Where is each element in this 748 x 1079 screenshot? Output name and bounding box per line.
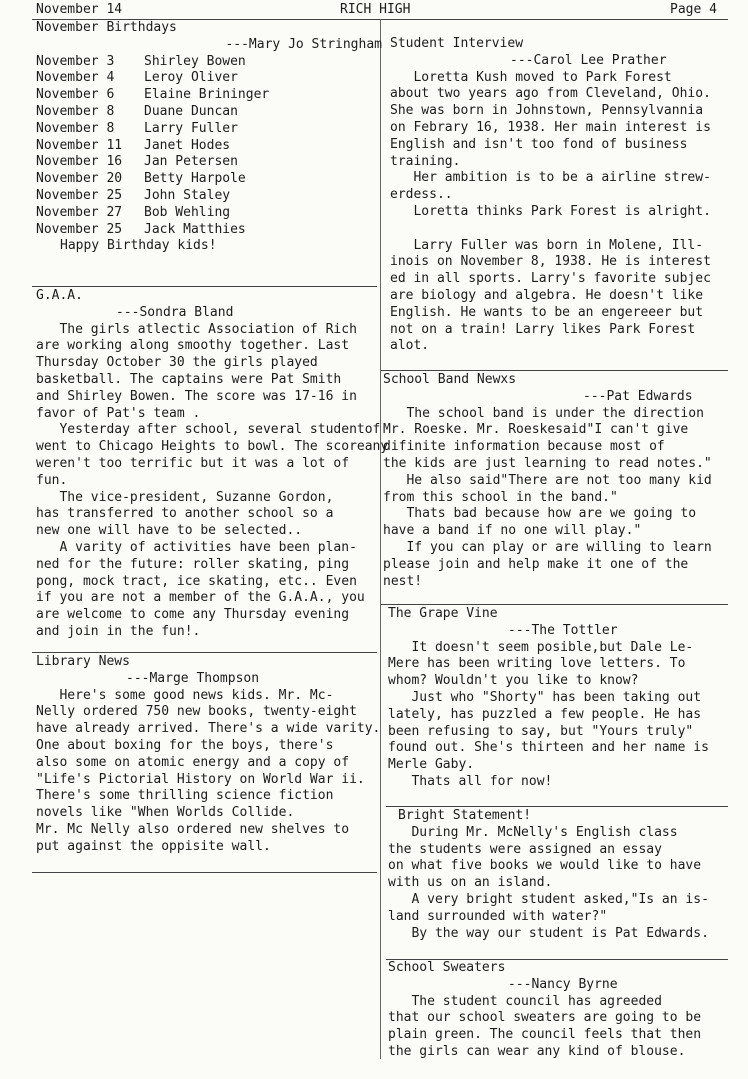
page-header bbox=[36, 2, 726, 20]
section-title: Student Interview bbox=[390, 36, 524, 51]
birthday-date: November 4 bbox=[36, 70, 115, 86]
byline: ---The Tottler bbox=[508, 622, 618, 638]
section-rule bbox=[32, 286, 377, 287]
text-line: erdess.. bbox=[390, 187, 453, 203]
text-line: inois on November 8, 1938. He is interest bbox=[390, 254, 711, 270]
text-line: are biology and algebra. He doesn't like bbox=[390, 287, 704, 303]
text-line: are working along smoothy together. Last bbox=[36, 338, 350, 354]
text-line: ned for the future: roller skating, ping bbox=[36, 556, 350, 572]
library-section bbox=[36, 654, 381, 856]
section-rule bbox=[381, 604, 728, 605]
text-line: about two years ago from Cleveland, Ohio. bbox=[390, 86, 711, 102]
byline: ---Sondra Bland bbox=[116, 304, 234, 320]
text-line: has transferred to another school so a bbox=[36, 506, 334, 522]
text-line: new one will have to be selected.. bbox=[36, 523, 303, 539]
text-line: English and isn't too fond of business bbox=[390, 136, 688, 152]
byline: ---Pat Edwards bbox=[583, 388, 693, 404]
text-line: Her ambition is to be a airline strew- bbox=[390, 170, 711, 186]
text-line: Thats bad because how are we going to bbox=[383, 506, 697, 522]
section-title: School Sweaters bbox=[388, 960, 506, 975]
birthday-date: November 25 bbox=[36, 187, 123, 203]
text-line: The vice-president, Suzanne Gordon, bbox=[36, 489, 334, 505]
text-line: nest! bbox=[383, 573, 423, 589]
text-line: "Life's Pictorial History on World War ii. bbox=[36, 771, 365, 787]
text-line: A very bright student asked,"Is an is- bbox=[388, 891, 709, 907]
text-line: plain green. The council feels that then bbox=[388, 1027, 702, 1043]
birthdays-section bbox=[36, 20, 382, 255]
byline: ---Nancy Byrne bbox=[508, 976, 618, 992]
section-rule bbox=[32, 652, 377, 653]
bright-body bbox=[388, 825, 728, 943]
text-line: Nelly ordered 750 new books, twenty-eight bbox=[36, 704, 357, 720]
birthday-entry bbox=[36, 54, 376, 71]
birthday-name: Jack Matthies bbox=[144, 221, 246, 237]
text-line bbox=[390, 221, 726, 238]
birthday-date: November 27 bbox=[36, 204, 123, 220]
section-title: G.A.A. bbox=[36, 288, 83, 303]
text-line: from this school in the band." bbox=[383, 489, 618, 505]
text-line: Mr. Mc Nelly also ordered new shelves to bbox=[36, 821, 350, 837]
section-title: November Birthdays bbox=[36, 20, 177, 35]
byline: ---Carol Lee Prather bbox=[510, 52, 667, 68]
text-line: Thats all for now! bbox=[388, 773, 553, 789]
band-section bbox=[383, 372, 728, 590]
text-line: pong, mock tract, ice skating, etc.. Even bbox=[36, 573, 357, 589]
birthday-closing: Happy Birthday kids! bbox=[60, 238, 217, 254]
birthday-name: Larry Fuller bbox=[144, 120, 238, 136]
text-line: basketball. The captains were Pat Smith bbox=[36, 371, 342, 387]
text-line: and Shirley Bowen. The score was 17-16 in bbox=[36, 388, 357, 404]
text-line: been refusing to say, but "Yours truly" bbox=[388, 723, 694, 739]
text-line: on what five books we would like to have bbox=[388, 858, 702, 874]
birthday-date: November 16 bbox=[36, 154, 123, 170]
text-line: put against the oppisite wall. bbox=[36, 838, 271, 854]
birthday-entry bbox=[36, 205, 376, 222]
sweaters-body bbox=[388, 994, 728, 1061]
section-title: School Band Newxs bbox=[383, 372, 517, 387]
text-line: if you are not a member of the G.A.A., you bbox=[36, 590, 365, 606]
text-line: It doesn't seem posible,but Dale Le- bbox=[388, 639, 694, 655]
birthday-name: Duane Duncan bbox=[144, 103, 238, 119]
text-line: lately, has puzzled a few people. He has bbox=[388, 706, 702, 722]
birthday-list bbox=[36, 54, 376, 239]
gaa-body bbox=[36, 321, 389, 641]
text-line: went to Chicago Heights to bowl. The scoreany bbox=[36, 439, 389, 455]
text-line: fun. bbox=[36, 472, 68, 488]
section-title: Bright Statement! bbox=[398, 808, 532, 823]
gaa-section bbox=[36, 288, 389, 641]
text-line: please join and help make it one of the bbox=[383, 556, 689, 572]
birthday-date: November 6 bbox=[36, 87, 115, 103]
byline: ---Marge Thompson bbox=[126, 670, 260, 686]
birthday-date: November 3 bbox=[36, 53, 115, 69]
birthday-name: Shirley Bowen bbox=[144, 53, 246, 69]
text-line: the kids are just learning to read notes." bbox=[383, 455, 712, 471]
text-line: alot. bbox=[390, 338, 430, 354]
library-body bbox=[36, 688, 381, 856]
text-line: not on a train! Larry likes Park Forest bbox=[390, 321, 696, 337]
text-line: By the way our student is Pat Edwards. bbox=[388, 925, 709, 941]
text-line: found out. She's thirteen and her name is bbox=[388, 740, 709, 756]
text-line: land surrounded with water?" bbox=[388, 908, 608, 924]
text-line: whom? Wouldn't you like to know? bbox=[388, 673, 639, 689]
text-line: Yesterday after school, several studentof bbox=[36, 422, 381, 438]
birthday-date: November 8 bbox=[36, 103, 115, 119]
text-line: favor of Pat's team . bbox=[36, 405, 201, 421]
text-line: Larry Fuller was born in Molene, Ill- bbox=[390, 237, 704, 253]
section-title: The Grape Vine bbox=[388, 606, 498, 621]
text-line: One about boxing for the boys, there's bbox=[36, 737, 334, 753]
text-line: Mr. Roeske. Mr. Roeskesaid"I can't give bbox=[383, 422, 689, 438]
sweaters-section bbox=[388, 960, 728, 1061]
birthday-entry bbox=[36, 70, 376, 87]
text-line: on Febrary 16, 1938. Her main interest is bbox=[390, 119, 711, 135]
section-rule bbox=[381, 370, 728, 371]
text-line: If you can play or are willing to learn bbox=[383, 539, 712, 555]
birthday-date: November 20 bbox=[36, 171, 123, 187]
text-line: the girls can wear any kind of blouse. bbox=[388, 1043, 686, 1059]
page-number: Page 4 bbox=[670, 2, 717, 17]
birthday-entry bbox=[36, 188, 376, 205]
birthday-name: Jan Petersen bbox=[144, 154, 238, 170]
text-line: The student council has agreeded bbox=[388, 993, 662, 1009]
interview-section bbox=[390, 36, 726, 355]
section-title: Library News bbox=[36, 654, 130, 669]
birthday-entry bbox=[36, 104, 376, 121]
birthday-date: November 8 bbox=[36, 120, 115, 136]
birthday-entry bbox=[36, 121, 376, 138]
paper-name: RICH HIGH bbox=[340, 2, 411, 17]
text-line: Just who "Shorty" has been taking out bbox=[388, 689, 702, 705]
section-rule bbox=[386, 806, 728, 807]
text-line: difinite information because most of bbox=[383, 439, 665, 455]
grapevine-body bbox=[388, 640, 728, 791]
text-line: Loretta Kush moved to Park Forest bbox=[390, 69, 672, 85]
text-line: During Mr. McNelly's English class bbox=[388, 824, 678, 840]
text-line: ed in all sports. Larry's favorite subjec bbox=[390, 271, 711, 287]
interview-body bbox=[390, 70, 726, 356]
birthday-entry bbox=[36, 154, 376, 171]
issue-date: November 14 bbox=[36, 2, 123, 17]
birthday-name: Bob Wehling bbox=[144, 204, 231, 220]
text-line: She was born in Johnstown, Pennsylvannia bbox=[390, 103, 704, 119]
byline: ---Mary Jo Stringham bbox=[225, 36, 382, 52]
birthday-name: John Staley bbox=[144, 187, 231, 203]
text-line: Thursday October 30 the girls played bbox=[36, 355, 318, 371]
birthday-entry bbox=[36, 222, 376, 239]
text-line: Loretta thinks Park Forest is alright. bbox=[390, 203, 711, 219]
birthday-date: November 25 bbox=[36, 221, 123, 237]
birthday-name: Leroy Oliver bbox=[144, 70, 238, 86]
text-line: Mere has been writing love letters. To bbox=[388, 656, 686, 672]
text-line: have already arrived. There's a wide varity. bbox=[36, 721, 381, 737]
birthday-date: November 11 bbox=[36, 137, 123, 153]
text-line: weren't too terrific but it was a lot of bbox=[36, 455, 350, 471]
birthday-name: Elaine Brininger bbox=[144, 87, 270, 103]
text-line: training. bbox=[390, 153, 461, 169]
birthday-entry bbox=[36, 87, 376, 104]
section-rule bbox=[32, 872, 377, 873]
text-line: that our school sweaters are going to be bbox=[388, 1010, 702, 1026]
bright-section bbox=[388, 808, 728, 942]
text-line: Merle Gaby. bbox=[388, 757, 475, 773]
text-line: also some on atomic energy and a copy of bbox=[36, 754, 350, 770]
text-line: are welcome to come any Thursday evening bbox=[36, 607, 350, 623]
text-line: A varity of activities have been plan- bbox=[36, 539, 357, 555]
birthday-entry bbox=[36, 171, 376, 188]
birthday-name: Janet Hodes bbox=[144, 137, 231, 153]
grapevine-section bbox=[388, 606, 728, 791]
text-line: The school band is under the direction bbox=[383, 405, 704, 421]
band-body bbox=[383, 406, 728, 591]
birthday-name: Betty Harpole bbox=[144, 171, 246, 187]
text-line: He also said"There are not too many kid bbox=[383, 472, 712, 488]
text-line: The girls atlectic Association of Rich bbox=[36, 321, 357, 337]
text-line: Here's some good news kids. Mr. Mc- bbox=[36, 687, 334, 703]
text-line: have a band if no one will play." bbox=[383, 523, 642, 539]
text-line: English. He wants to be an engereeer but bbox=[390, 304, 704, 320]
text-line: There's some thrilling science fiction bbox=[36, 788, 334, 804]
birthday-entry bbox=[36, 138, 376, 155]
text-line: with us on an island. bbox=[388, 875, 553, 891]
text-line: and join in the fun!. bbox=[36, 623, 201, 639]
text-line: the students were assigned an essay bbox=[388, 841, 662, 857]
text-line: novels like "When Worlds Collide. bbox=[36, 805, 295, 821]
